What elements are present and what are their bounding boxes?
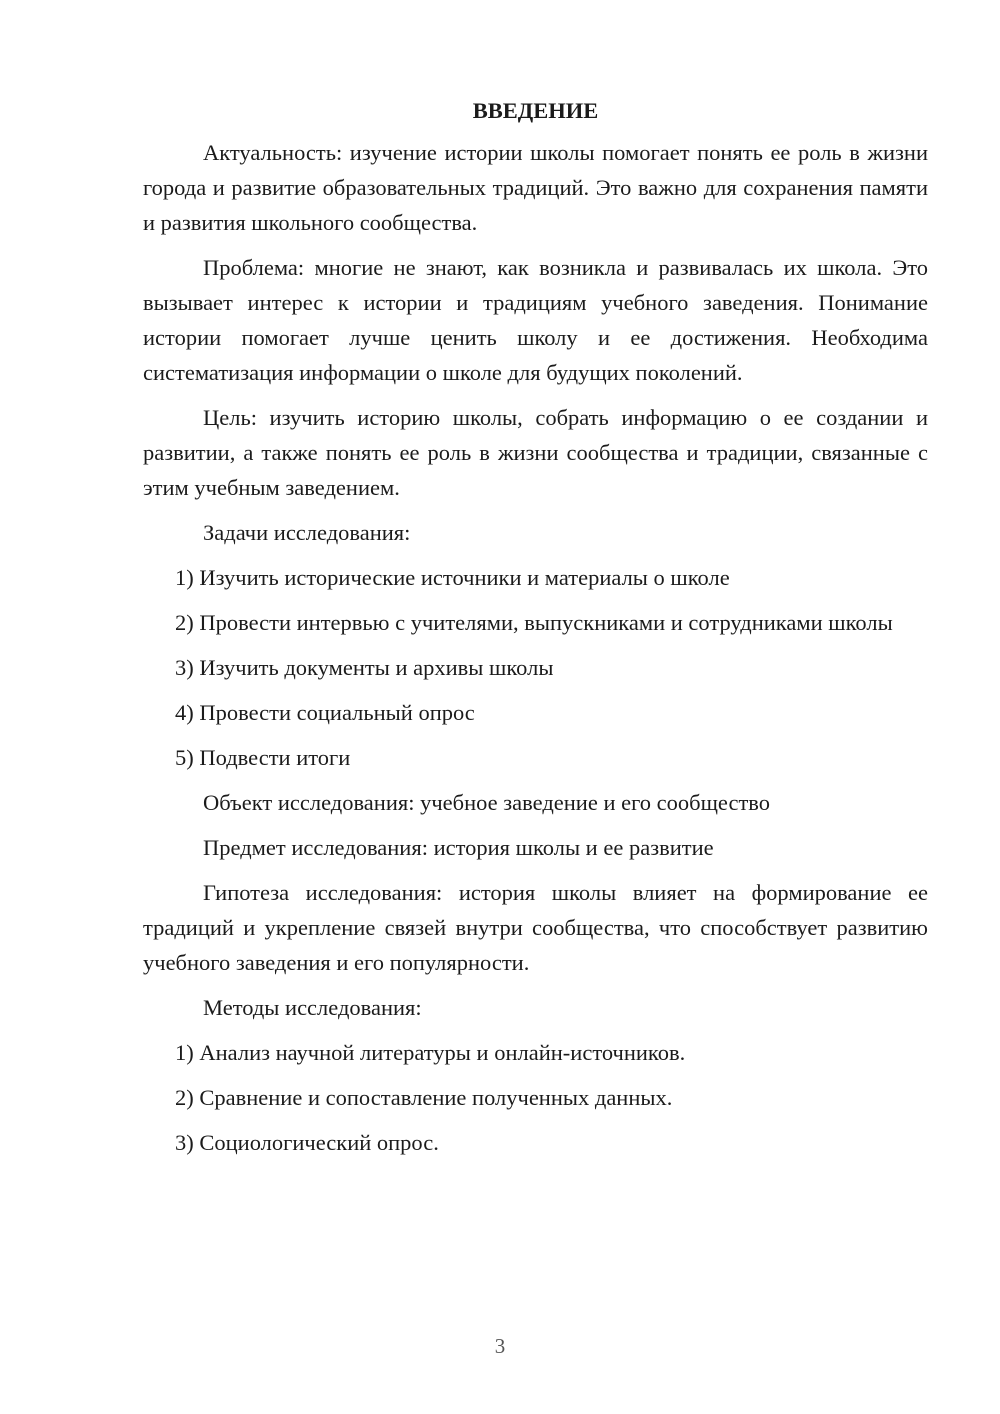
hypothesis-paragraph: Гипотеза исследования: история школы влияет на формирование ее традиций и укрепление связей внутри сообщества, что способствует развитию учебного заведения и его популярности. <box>143 880 928 975</box>
task-item: 2) Провести интервью с учителями, выпускниками и сотрудниками школы <box>175 610 893 635</box>
problem-paragraph: Проблема: многие не знают, как возникла и развивалась их школа. Это вызывает интерес к истории и традициям учебного заведения. Понимание истории помогает лучше ценить школу и ее достижения. Необходима систематизация информации о школе для будущих поколений. <box>143 255 928 385</box>
method-item: 3) Социологический опрос. <box>175 1130 439 1155</box>
task-item: 5) Подвести итоги <box>175 745 351 770</box>
page-number: 3 <box>494 1334 506 1358</box>
method-item: 1) Анализ научной литературы и онлайн-источников. <box>175 1040 686 1065</box>
subject-paragraph: Предмет исследования: история школы и ее развитие <box>203 835 714 860</box>
relevance-paragraph: Актуальность: изучение истории школы помогает понять ее роль в жизни города и развитие образовательных традиций. Это важно для сохранения памяти и развития школьного сообщества. <box>143 140 928 235</box>
goal-paragraph: Цель: изучить историю школы, собрать информацию о ее создании и развитии, а также понять ее роль в жизни сообщества и традиции, связанные с этим учебным заведением. <box>143 405 928 500</box>
document-page <box>143 95 928 1170</box>
section-title: ВВЕДЕНИЕ <box>472 98 599 123</box>
methods-heading: Методы исследования: <box>203 995 422 1020</box>
method-item: 2) Сравнение и сопоставление полученных данных. <box>175 1085 673 1110</box>
tasks-heading: Задачи исследования: <box>203 520 411 545</box>
task-item: 3) Изучить документы и архивы школы <box>175 655 554 680</box>
object-paragraph: Объект исследования: учебное заведение и его сообщество <box>203 790 771 815</box>
task-item: 4) Провести социальный опрос <box>175 700 475 725</box>
task-item: 1) Изучить исторические источники и материалы о школе <box>175 565 730 590</box>
